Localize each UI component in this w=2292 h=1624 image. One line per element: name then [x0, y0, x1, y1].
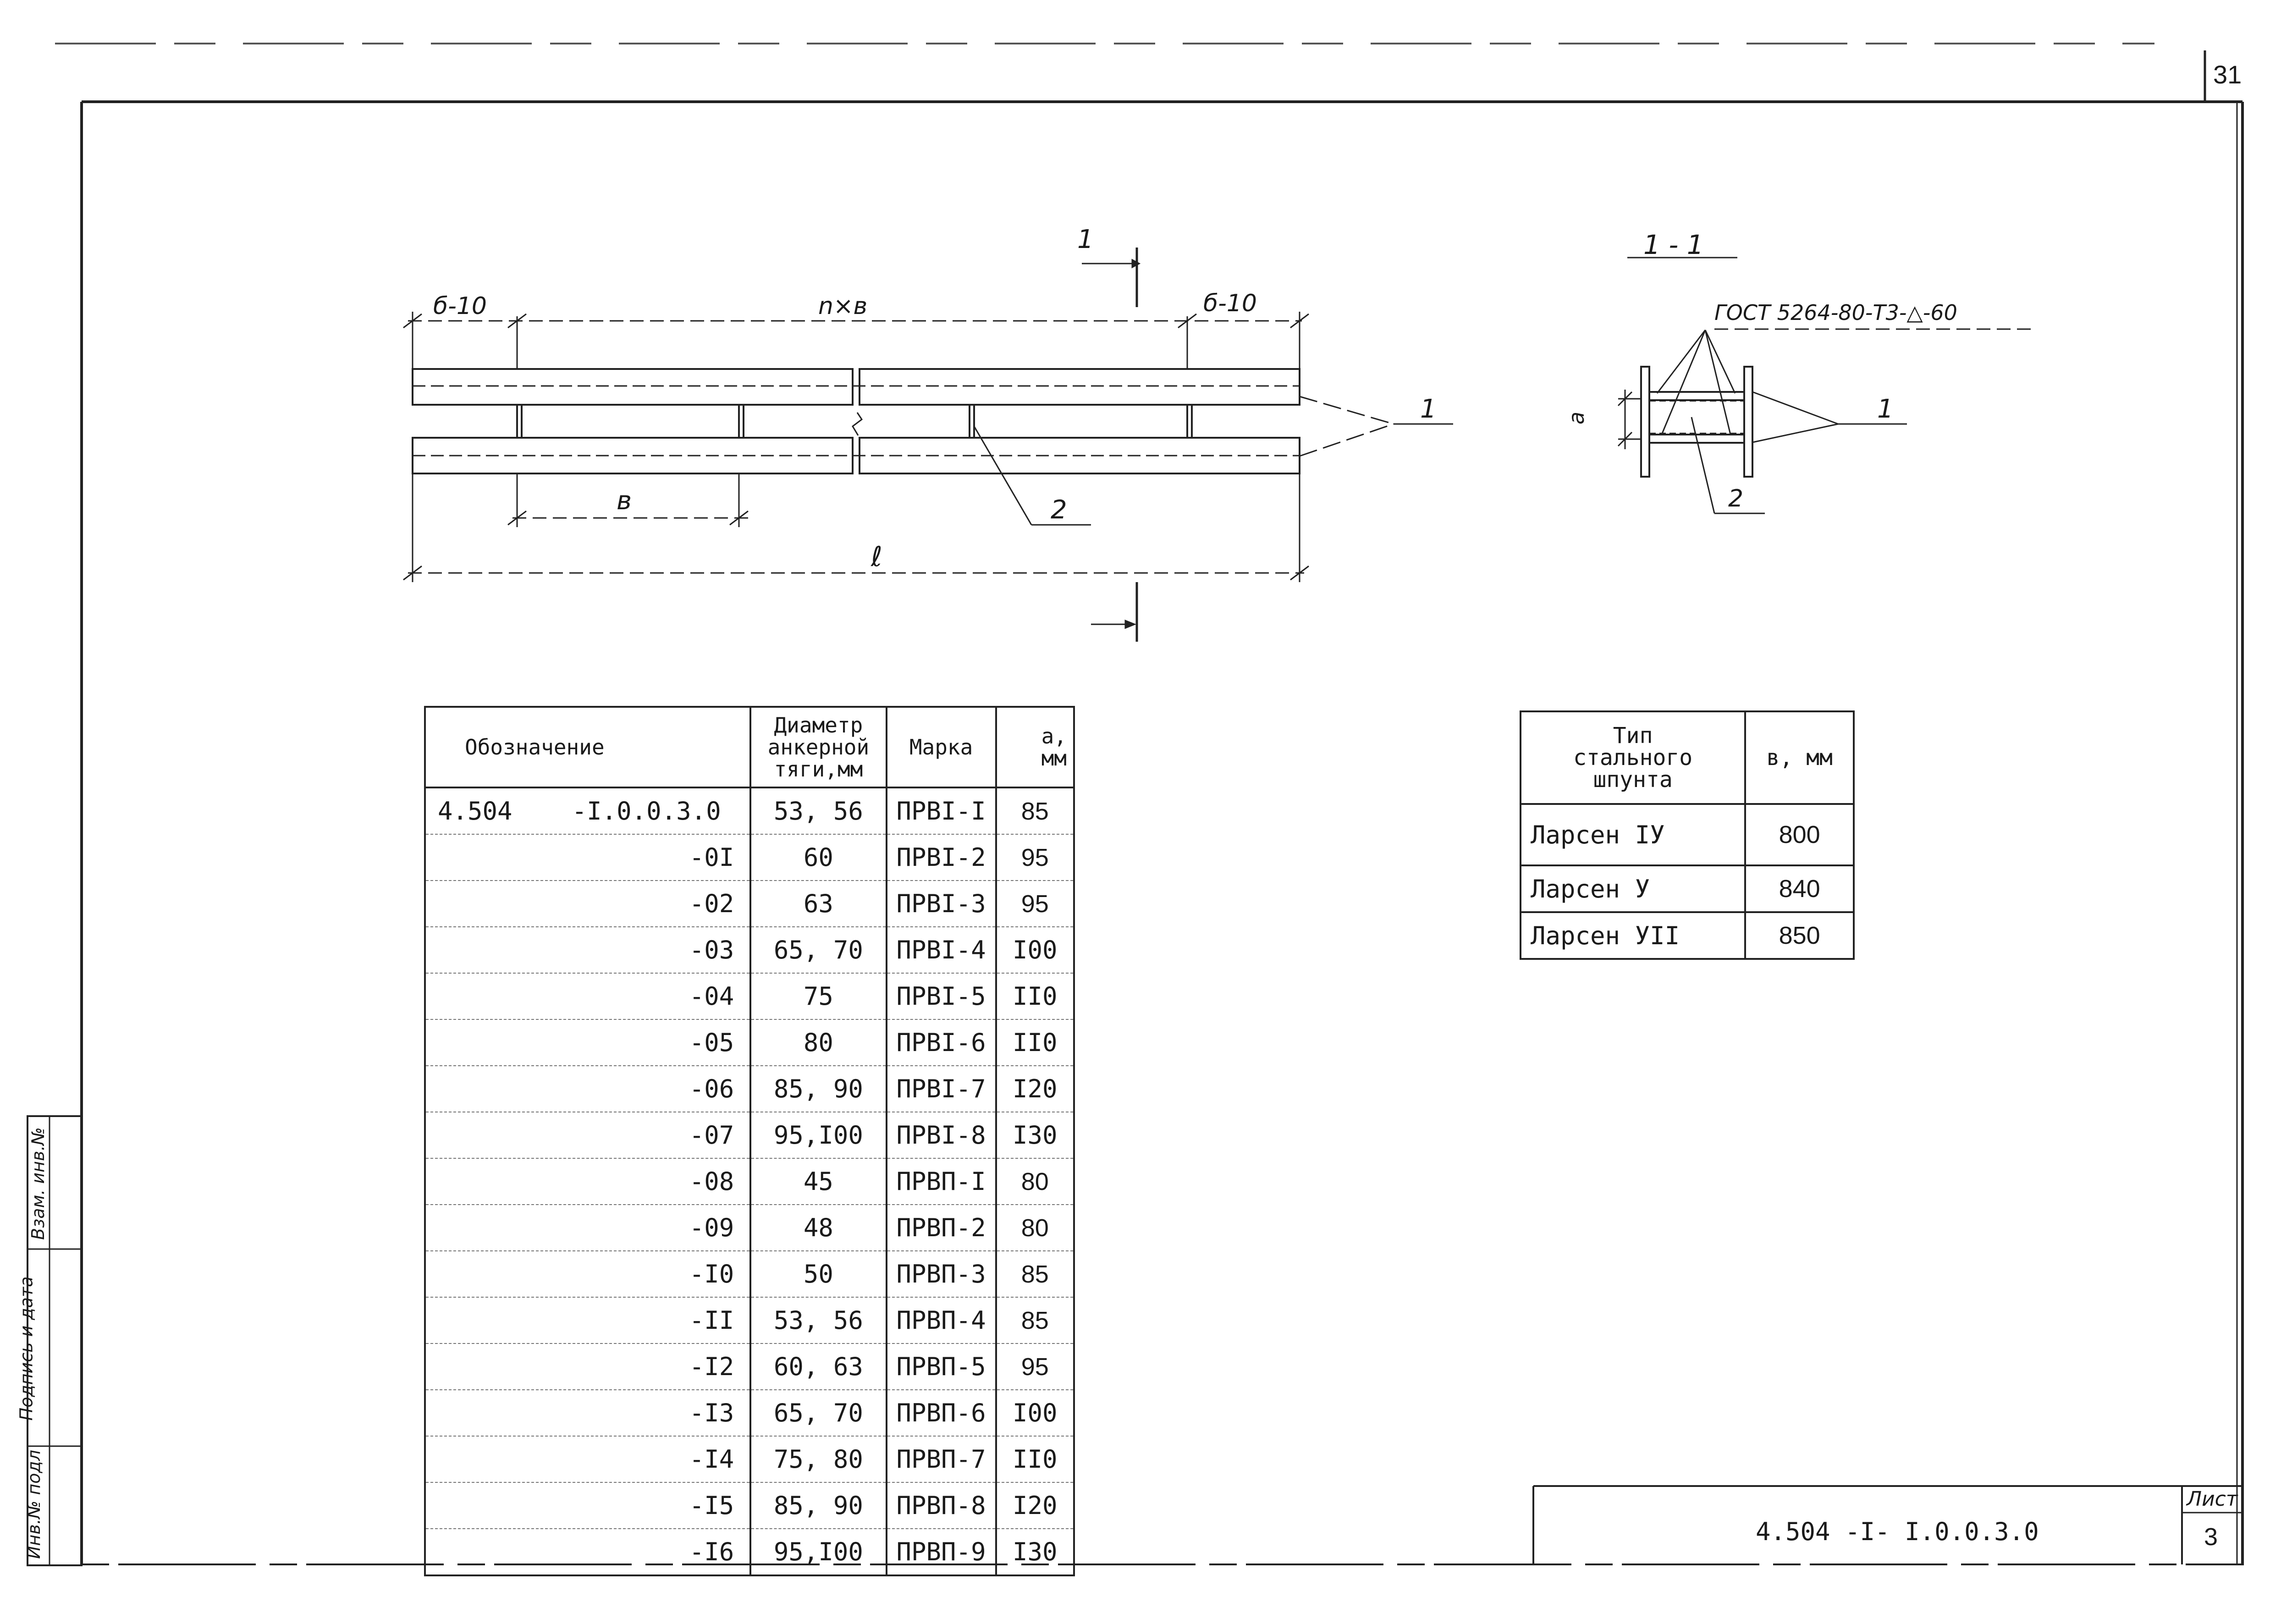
cell-diameter: 75: [750, 973, 886, 1019]
table-row: [1521, 912, 1854, 959]
cell-a: 95: [996, 881, 1074, 927]
table-row: [425, 1482, 1074, 1529]
cell-a: I30: [996, 1112, 1074, 1158]
cell-mark: ПРВП-2: [887, 1205, 996, 1251]
header-diameter: Диаметр анкерной тяги,мм: [750, 707, 886, 787]
stamp-signature-date: Подпись и дата: [16, 1276, 37, 1421]
table-row: [425, 834, 1074, 881]
cell-a: 95: [996, 834, 1074, 881]
sheet-pile-table: [1520, 710, 1855, 960]
cell-a: I30: [996, 1529, 1074, 1575]
cell-diameter: 75, 80: [750, 1436, 886, 1482]
cell-pile-width: 800: [1745, 804, 1854, 865]
document-code: 4.504 -I- I.0.0.3.0: [1756, 1517, 2039, 1546]
cell-code: -I5: [425, 1482, 750, 1529]
cell-code: -0I: [425, 834, 750, 881]
table-row: [425, 1205, 1074, 1251]
cell-a: 95: [996, 1343, 1074, 1390]
cell-a: 80: [996, 1158, 1074, 1205]
section-mark-top: 1: [1077, 225, 1094, 254]
cell-a: II0: [996, 1019, 1074, 1066]
stamp-vzam-inv: Взам. инв.№: [28, 1127, 48, 1240]
cell-diameter: 65, 70: [750, 1390, 886, 1436]
cell-diameter: 85, 90: [750, 1066, 886, 1112]
table-row: [425, 881, 1074, 927]
cell-diameter: 95,I00: [750, 1112, 886, 1158]
cell-mark: ПРВП-9: [887, 1529, 996, 1575]
specification-table: [424, 706, 1075, 1576]
dim-label-left: б-10: [433, 292, 487, 320]
cell-a: 85: [996, 1251, 1074, 1297]
stamp-inv-podl: Инв.№ подл: [24, 1449, 44, 1559]
header-pile-type: Тип стального шпунта: [1521, 711, 1745, 804]
dim-label-spacing: в: [617, 486, 632, 516]
sheet-label: Лист: [2187, 1487, 2238, 1511]
cell-code: 4.504 -I.0.0.3.0: [425, 787, 750, 834]
cell-mark: ПРВI-2: [887, 834, 996, 881]
table-row: [425, 927, 1074, 973]
cell-a: I20: [996, 1482, 1074, 1529]
cell-pile-type: Ларсен У: [1521, 865, 1745, 912]
cell-mark: ПРВП-3: [887, 1251, 996, 1297]
section-callout-1: 1: [1877, 394, 1894, 424]
cell-mark: ПРВI-I: [887, 787, 996, 834]
cell-code: -02: [425, 881, 750, 927]
header-mark: Марка: [887, 707, 996, 787]
cell-a: 85: [996, 1297, 1074, 1343]
cell-a: 85: [996, 787, 1074, 834]
cell-a: I00: [996, 927, 1074, 973]
cell-code: -I4: [425, 1436, 750, 1482]
cell-a: II0: [996, 973, 1074, 1019]
cell-mark: ПРВI-8: [887, 1112, 996, 1158]
cell-mark: ПРВП-4: [887, 1297, 996, 1343]
cell-code: -08: [425, 1158, 750, 1205]
cell-diameter: 53, 56: [750, 787, 886, 834]
cell-code: -09: [425, 1205, 750, 1251]
table-row: [425, 1066, 1074, 1112]
section-title: 1 - 1: [1643, 229, 1704, 260]
cell-code: -06: [425, 1066, 750, 1112]
cell-mark: ПРВП-5: [887, 1343, 996, 1390]
table-row: [425, 787, 1074, 834]
cell-diameter: 60: [750, 834, 886, 881]
cell-mark: ПРВП-6: [887, 1390, 996, 1436]
cell-code: -I0: [425, 1251, 750, 1297]
sheet-number: 3: [2204, 1523, 2218, 1551]
cell-pile-type: Ларсен УII: [1521, 912, 1745, 959]
header-pile-width: в, мм: [1745, 711, 1854, 804]
cell-diameter: 45: [750, 1158, 886, 1205]
cell-diameter: 53, 56: [750, 1297, 886, 1343]
dim-label-overall: ℓ: [871, 541, 882, 573]
cell-code: -03: [425, 927, 750, 973]
cell-pile-width: 850: [1745, 912, 1854, 959]
cell-mark: ПРВI-3: [887, 881, 996, 927]
cell-mark: ПРВП-I: [887, 1158, 996, 1205]
table-row: [425, 1436, 1074, 1482]
cell-a: 80: [996, 1205, 1074, 1251]
cell-mark: ПРВП-8: [887, 1482, 996, 1529]
cell-diameter: 63: [750, 881, 886, 927]
cell-code: -II: [425, 1297, 750, 1343]
cell-pile-type: Ларсен IУ: [1521, 804, 1745, 865]
cell-mark: ПРВП-7: [887, 1436, 996, 1482]
table-row: [1521, 804, 1854, 865]
table-row: [425, 1343, 1074, 1390]
cell-diameter: 95,I00: [750, 1529, 886, 1575]
table-row: [1521, 865, 1854, 912]
cell-pile-width: 840: [1745, 865, 1854, 912]
cell-diameter: 48: [750, 1205, 886, 1251]
cell-diameter: 80: [750, 1019, 886, 1066]
dim-label-right: б-10: [1203, 290, 1257, 317]
cell-code: -05: [425, 1019, 750, 1066]
cell-a: II0: [996, 1436, 1074, 1482]
table-row: [425, 1297, 1074, 1343]
page-number: 31: [2213, 60, 2242, 89]
section-dim-a: а: [1564, 411, 1589, 425]
table-row: [425, 1251, 1074, 1297]
cell-diameter: 65, 70: [750, 927, 886, 973]
table-row: [425, 1158, 1074, 1205]
cell-code: -I2: [425, 1343, 750, 1390]
cell-code: -04: [425, 973, 750, 1019]
cell-a: I20: [996, 1066, 1074, 1112]
cell-mark: ПРВI-7: [887, 1066, 996, 1112]
weld-gost-label: ГОСТ 5264-80-Т3-△-60: [1714, 300, 1957, 325]
header-designation: Обозначение: [425, 707, 750, 787]
header-a: а, мм: [996, 707, 1074, 787]
table-row: [425, 1112, 1074, 1158]
dim-label-middle: n×в: [818, 292, 868, 320]
table-row: [425, 973, 1074, 1019]
section-callout-2: 2: [1728, 485, 1744, 512]
cell-code: -07: [425, 1112, 750, 1158]
callout-2: 2: [1051, 495, 1067, 525]
cell-diameter: 85, 90: [750, 1482, 886, 1529]
table-row: [425, 1019, 1074, 1066]
cell-code: -I3: [425, 1390, 750, 1436]
cell-mark: ПРВI-5: [887, 973, 996, 1019]
table-row: [425, 1529, 1074, 1575]
cell-mark: ПРВI-6: [887, 1019, 996, 1066]
callout-1: 1: [1420, 394, 1437, 424]
cell-code: -I6: [425, 1529, 750, 1575]
cell-diameter: 50: [750, 1251, 886, 1297]
table-row: [425, 1390, 1074, 1436]
cell-a: I00: [996, 1390, 1074, 1436]
cell-diameter: 60, 63: [750, 1343, 886, 1390]
cell-mark: ПРВI-4: [887, 927, 996, 973]
